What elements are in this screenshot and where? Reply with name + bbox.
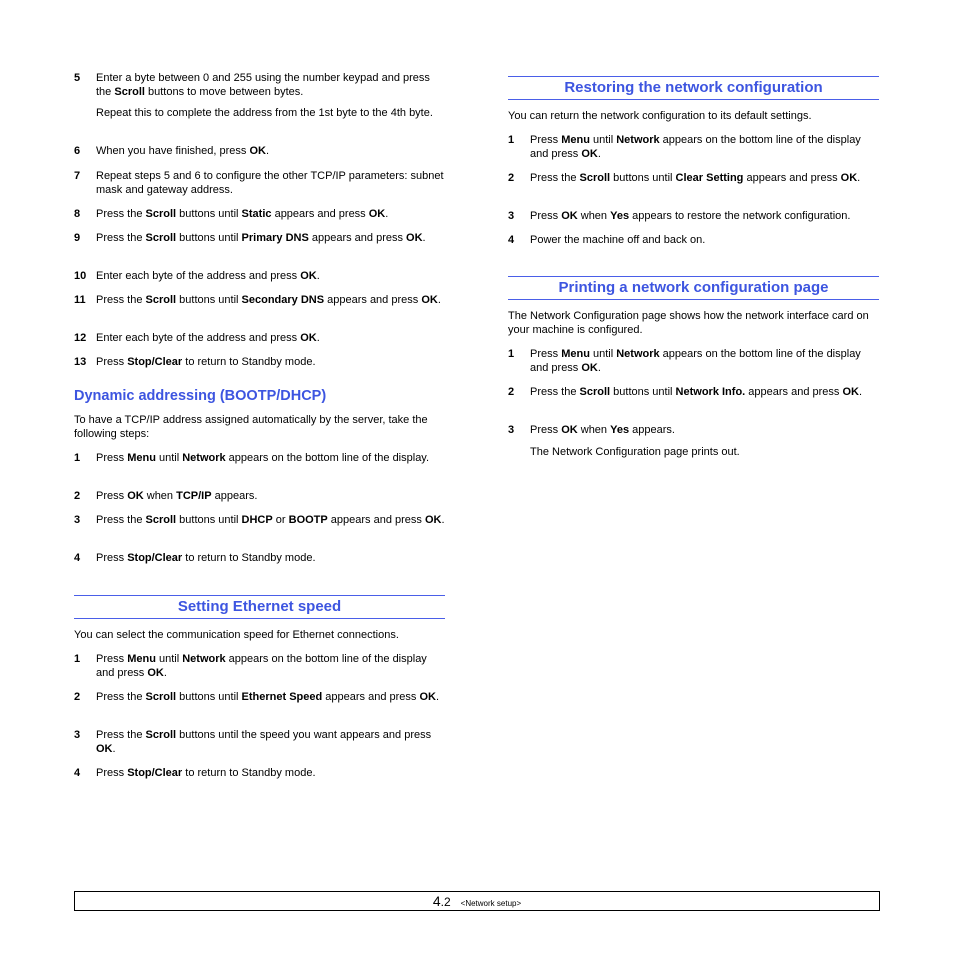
step-text-run: buttons to move between bytes. (144, 86, 304, 98)
step-text-run: Enter each byte of the address and press (96, 332, 301, 344)
step-number: 2 (74, 490, 81, 502)
step-text (96, 293, 446, 307)
step-text-run: Press (96, 653, 128, 665)
step-text-run: . (858, 386, 863, 398)
ui-term: TCP/IP (176, 490, 212, 502)
ui-term: OK (581, 148, 598, 160)
step-number: 12 (74, 332, 87, 344)
step-list-item (74, 766, 446, 780)
step-text-run: Press (530, 134, 562, 146)
step-number: 1 (74, 653, 81, 665)
step-list-item (74, 144, 446, 158)
step-number: 3 (508, 424, 515, 436)
step-text (530, 209, 880, 223)
step-number: 1 (508, 348, 515, 360)
step-text-run: Repeat steps 5 and 6 to configure the other TCP/IP parameters: subnet mask and gateway address. (96, 170, 444, 196)
step-text-run: Press (96, 552, 128, 564)
step-text-run: . (385, 208, 389, 220)
step-text (96, 144, 446, 158)
step-text-run: appears. (629, 424, 675, 436)
step-text (96, 231, 446, 245)
step-text-run: when (577, 424, 611, 436)
step-text-run: Press (96, 767, 128, 779)
page-footer (74, 891, 880, 911)
step-text-run: Press the (96, 232, 146, 244)
ui-term: Menu (127, 452, 156, 464)
step-number: 2 (508, 172, 515, 184)
step-text-run: appears to restore the network configuration. (629, 210, 851, 222)
ui-term: Scroll (145, 691, 177, 703)
ui-term: OK (561, 210, 578, 222)
step-text (96, 766, 446, 780)
step-list-item (74, 355, 446, 369)
step-list-item (508, 385, 880, 399)
step-number: 10 (74, 270, 87, 282)
step-list-item (74, 652, 446, 680)
step-text-run: When you have finished, press (96, 145, 250, 157)
restore-config-heading: Restoring the network configuration (508, 76, 879, 100)
step-text (96, 169, 446, 197)
step-text-run: until (589, 348, 617, 360)
step-text (96, 71, 446, 99)
ui-term: Scroll (114, 86, 145, 98)
step-text-run: until (155, 653, 183, 665)
step-number: 2 (74, 691, 81, 703)
step-text-run: Press (96, 490, 128, 502)
step-number: 3 (74, 514, 81, 526)
ui-term: OK (419, 691, 436, 703)
step-number: 13 (74, 356, 87, 368)
step-number: 7 (74, 170, 81, 182)
step-text-run: buttons until (610, 172, 676, 184)
step-text (96, 331, 446, 345)
ui-term: Primary DNS (241, 232, 309, 244)
step-text-run: appears on the bottom line of the display and press (530, 348, 861, 374)
step-text-run: to return to Standby mode. (182, 356, 316, 368)
ui-term: Clear Setting (675, 172, 744, 184)
step-list-item (74, 169, 446, 197)
step-text (530, 385, 880, 399)
step-text-run: . (316, 332, 320, 344)
step-text-run: Press the (530, 172, 580, 184)
step-number: 3 (74, 729, 81, 741)
ui-term: Yes (610, 424, 630, 436)
step-text-run: Enter a byte between 0 and 255 using the number keypad and press the (96, 72, 430, 98)
page-number (433, 893, 451, 909)
ui-term: Scroll (579, 172, 611, 184)
ui-term: Stop/Clear (127, 552, 183, 564)
ui-term: Network (182, 653, 226, 665)
restore-intro: You can return the network configuration to its default settings. (508, 110, 812, 122)
ui-term: Scroll (145, 729, 177, 741)
step-number: 9 (74, 232, 81, 244)
step-list-item (74, 71, 446, 99)
step-text (96, 207, 446, 221)
step-text-run: Press the (530, 386, 580, 398)
step-list-item (74, 551, 446, 565)
ui-term: Stop/Clear (127, 356, 183, 368)
step-text-run: to return to Standby mode. (182, 767, 316, 779)
ui-term: Secondary DNS (241, 294, 325, 306)
step-text (96, 551, 446, 565)
step-text-run: . (112, 743, 116, 755)
step-text-run: appears on the bottom line of the display and press (96, 653, 427, 679)
step-text-run: buttons until (610, 386, 676, 398)
ui-term: OK (561, 424, 578, 436)
step-text (96, 269, 446, 283)
ui-term: OK (421, 294, 438, 306)
ui-term: Scroll (145, 514, 177, 526)
step-number: 1 (508, 134, 515, 146)
step-text-run: appears and press (271, 208, 369, 220)
ui-term: Scroll (145, 208, 177, 220)
step-list-item (74, 489, 446, 503)
step-text-run: Press (96, 452, 128, 464)
ui-term: OK (840, 172, 858, 184)
ui-term: Network (616, 348, 660, 360)
step-text-run: . (422, 232, 426, 244)
step-text-run: Press (530, 210, 562, 222)
step-text (530, 133, 880, 161)
step-text (96, 355, 446, 369)
step-list-item (74, 331, 446, 345)
step-text-run: buttons until (176, 208, 242, 220)
step-list-item (74, 231, 446, 245)
step-text-run: buttons until (176, 232, 242, 244)
step-text-run: . (265, 145, 270, 157)
step-number: 4 (508, 234, 515, 246)
step-text-run: Press the (96, 208, 146, 220)
step-text (96, 652, 446, 680)
ui-term: OK (424, 514, 442, 526)
step-list-item (74, 513, 446, 527)
ui-term: OK (127, 490, 144, 502)
ui-term: Stop/Clear (127, 767, 183, 779)
step-text-run: when (577, 210, 611, 222)
step-text-run: Press (96, 356, 128, 368)
step-text-run: appears and press (324, 294, 422, 306)
step-text-run: Press the (96, 691, 146, 703)
step-text-run: appears and press (322, 691, 420, 703)
ethernet-speed-heading: Setting Ethernet speed (74, 595, 445, 619)
ui-term: OK (581, 362, 598, 374)
step-text-run: appears and press (327, 514, 425, 526)
step-text-run: or (272, 514, 289, 526)
step-text-run: until (155, 452, 183, 464)
ui-term: Network (616, 134, 660, 146)
step-text-run: until (589, 134, 617, 146)
ui-term: Scroll (145, 232, 177, 244)
step-text-run: Press the (96, 729, 146, 741)
ui-term: BOOTP (288, 514, 328, 526)
step-list-item (508, 133, 880, 161)
step-text (96, 690, 446, 704)
step-text-run: when (143, 490, 177, 502)
step-text-run: Press (530, 424, 562, 436)
step-text-run: to return to Standby mode. (182, 552, 316, 564)
step-list-item (508, 209, 880, 223)
step-text-run: Power the machine off and back on. (530, 234, 706, 246)
chapter-number: 4 (432, 893, 441, 909)
step-number: 6 (74, 145, 81, 157)
print-intro: The Network Configuration page shows how the network interface card on your machine is configured. (508, 310, 869, 336)
step-number: 3 (508, 210, 515, 222)
step-number: 2 (508, 386, 515, 398)
ui-term: OK (249, 145, 266, 157)
ui-term: Scroll (145, 294, 177, 306)
step-list-item (74, 207, 446, 221)
ui-term: Network Info. (675, 386, 746, 398)
step-text-run: buttons until (176, 691, 242, 703)
step-text-run: . (857, 172, 861, 184)
print-note: The Network Configuration page prints out. (530, 446, 740, 458)
step-note: Repeat this to complete the address from the 1st byte to the 4th byte. (96, 107, 433, 119)
dynamic-intro: To have a TCP/IP address assigned automatically by the server, take the following steps: (74, 414, 428, 440)
ethernet-intro: You can select the communication speed for Ethernet connections. (74, 629, 399, 641)
ui-term: Menu (127, 653, 156, 665)
page-suffix: .2 (440, 895, 451, 909)
step-list-item (74, 451, 446, 465)
ui-term: Network (182, 452, 226, 464)
step-text-run: . (437, 294, 441, 306)
step-list-item (508, 233, 880, 247)
step-list-item (508, 347, 880, 375)
step-number: 11 (74, 294, 86, 306)
step-text-run: Enter each byte of the address and press (96, 270, 301, 282)
step-number: 4 (74, 552, 81, 564)
step-list-item (74, 269, 446, 283)
ui-term: Ethernet Speed (241, 691, 323, 703)
ui-term: Menu (561, 134, 590, 146)
step-text-run: . (163, 667, 167, 679)
step-text-run: appears on the bottom line of the display and press (530, 134, 861, 160)
step-text-run: appears and press (743, 172, 841, 184)
step-list-item (508, 423, 880, 437)
step-text-run: buttons until (176, 294, 242, 306)
step-text-run: appears on the bottom line of the display. (225, 452, 430, 464)
step-text-run: . (435, 691, 440, 703)
step-number: 8 (74, 208, 81, 220)
step-list-item (74, 728, 446, 756)
step-list-item (74, 690, 446, 704)
ui-term: Yes (610, 210, 630, 222)
step-text (96, 451, 446, 465)
step-text-run: buttons until the speed you want appears and press (176, 729, 432, 741)
step-text (96, 513, 446, 527)
ui-term: OK (842, 386, 859, 398)
step-text-run: . (597, 148, 601, 160)
step-text-run: . (597, 362, 601, 374)
step-text-run: buttons until (176, 514, 242, 526)
step-text-run: appears and press (308, 232, 407, 244)
step-text (530, 171, 880, 185)
step-text-run: . (441, 514, 445, 526)
step-text-run: appears and press (745, 386, 843, 398)
dynamic-addressing-heading: Dynamic addressing (BOOTP/DHCP) (74, 388, 327, 404)
print-config-heading: Printing a network configuration page (508, 276, 879, 300)
step-number: 1 (74, 452, 81, 464)
step-number: 5 (74, 72, 81, 84)
step-text-run: Press (530, 348, 562, 360)
step-text-run: Press the (96, 514, 146, 526)
step-list-item (508, 171, 880, 185)
ui-term: Menu (561, 348, 590, 360)
section-label: <Network setup> (460, 899, 522, 908)
step-text-run: appears. (211, 490, 258, 502)
step-text (530, 347, 880, 375)
ui-term: OK (368, 208, 386, 220)
ui-term: OK (300, 270, 317, 282)
step-list-item (74, 293, 446, 307)
ui-term: Static (241, 208, 272, 220)
step-text-run: . (316, 270, 320, 282)
ui-term: OK (147, 667, 164, 679)
step-text (96, 489, 446, 503)
ui-term: OK (406, 232, 423, 244)
ui-term: DHCP (241, 514, 273, 526)
ui-term: OK (300, 332, 317, 344)
step-text (530, 233, 880, 247)
step-text (530, 423, 880, 437)
step-number: 4 (74, 767, 81, 779)
step-text-run: Press the (96, 294, 146, 306)
step-text (96, 728, 446, 756)
ui-term: OK (96, 743, 113, 755)
ui-term: Scroll (579, 386, 611, 398)
